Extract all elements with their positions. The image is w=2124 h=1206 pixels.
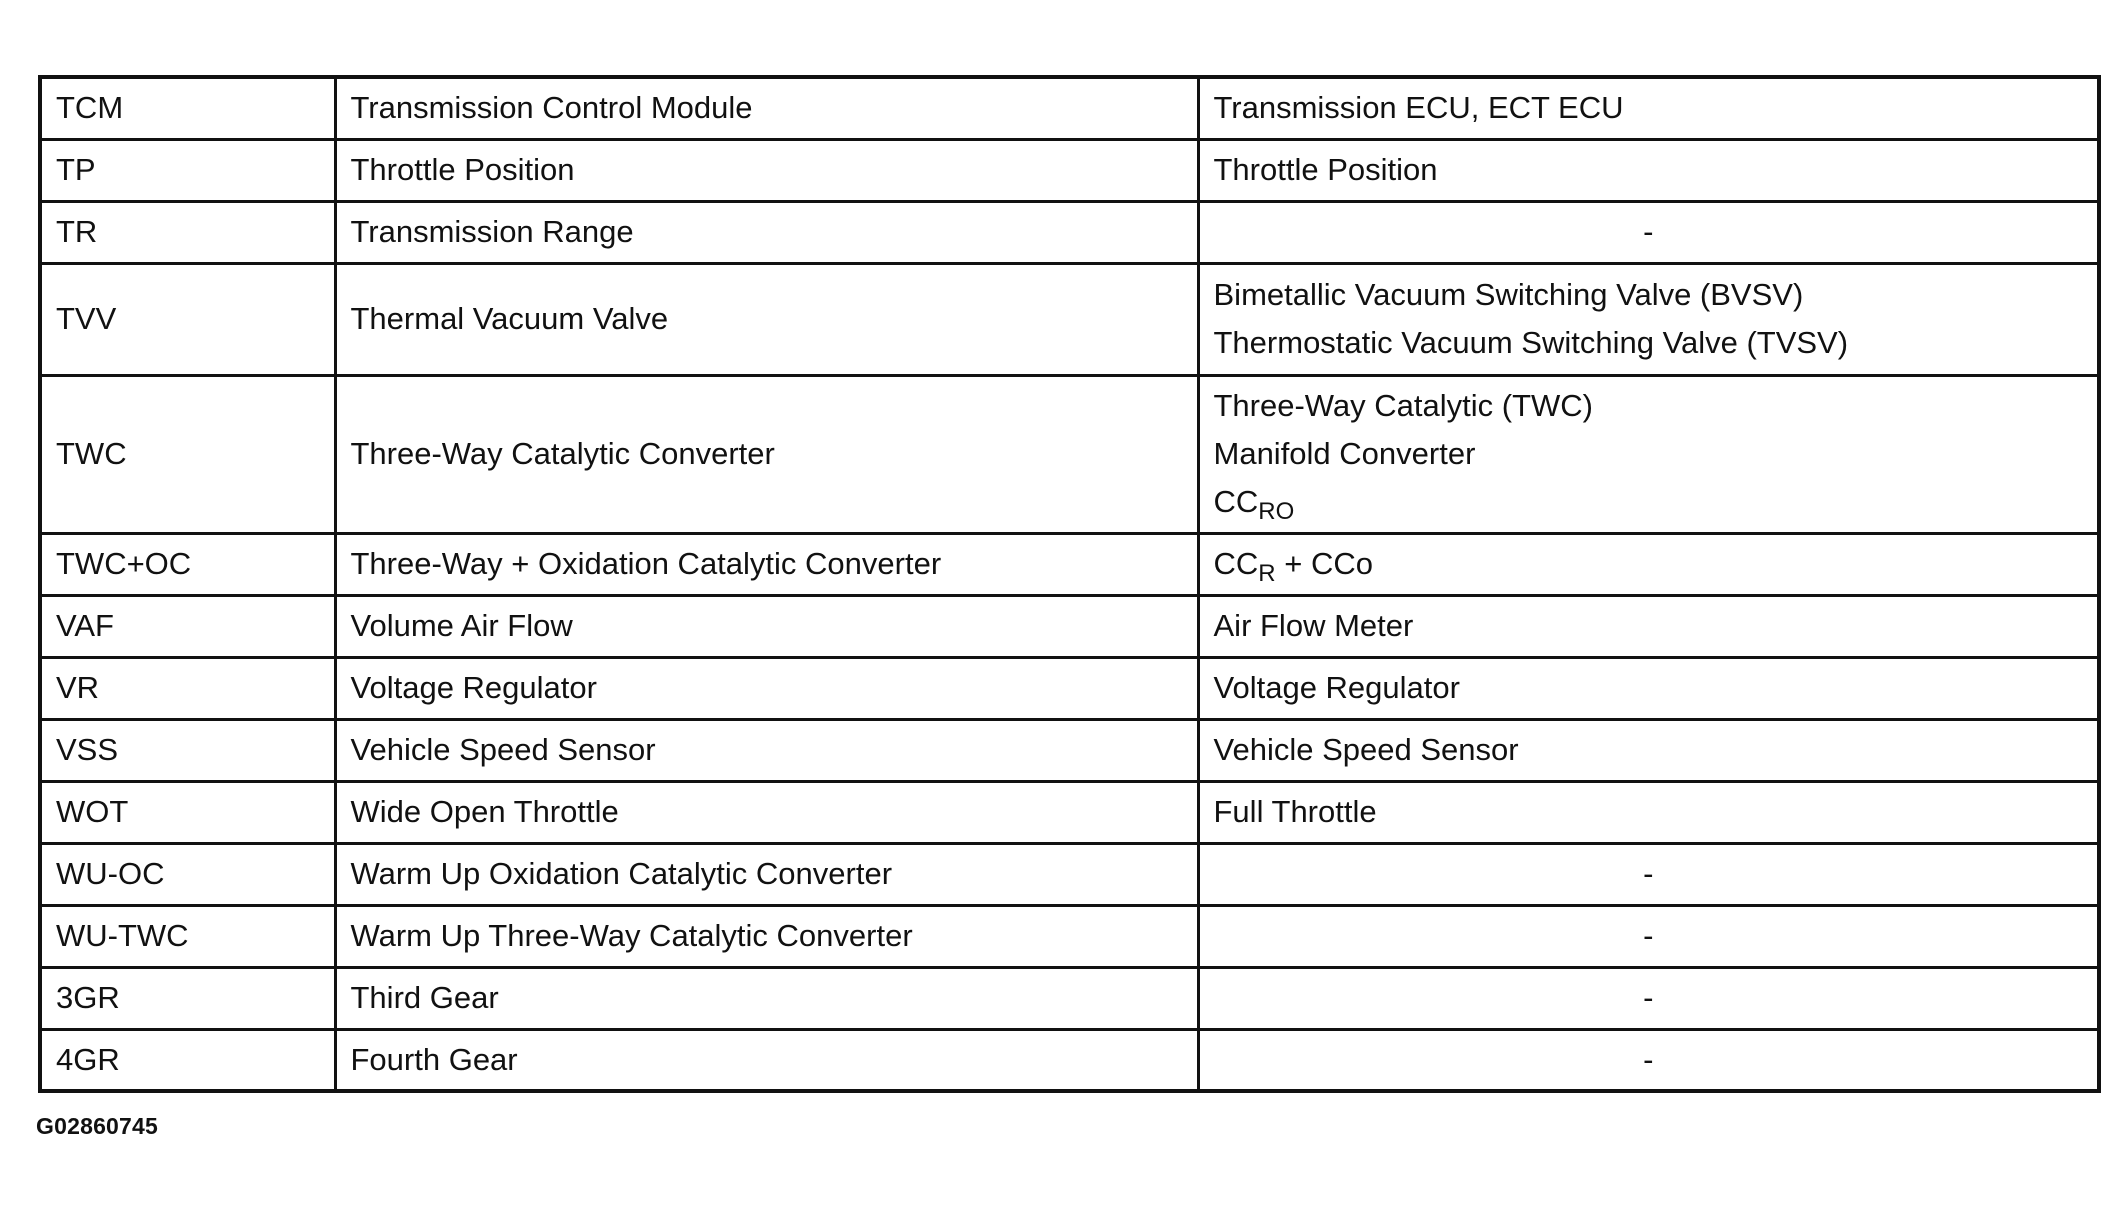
abbreviation-cell: 3GR	[40, 967, 335, 1029]
alternate-term-line: Three-Way Catalytic (TWC)	[1213, 388, 1593, 423]
alternate-term-cell: -	[1198, 905, 2099, 967]
table-row	[40, 905, 2099, 967]
abbreviation-cell: TP	[40, 139, 335, 201]
table-row	[40, 201, 2099, 263]
abbreviation-cell: WOT	[40, 781, 335, 843]
abbreviation-cell: TR	[40, 201, 335, 263]
abbreviation-cell: WU-OC	[40, 843, 335, 905]
table-row	[40, 77, 2099, 139]
alternate-term-line: Manifold Converter	[1213, 436, 1476, 471]
term-cell: Fourth Gear	[335, 1029, 1198, 1091]
abbreviation-cell: TCM	[40, 77, 335, 139]
term-cell: Third Gear	[335, 967, 1198, 1029]
ccr-subscript: R	[1258, 560, 1276, 587]
alternate-term-cell: Transmission ECU, ECT ECU	[1198, 77, 2099, 139]
abbreviation-cell: TWC	[40, 375, 335, 533]
abbreviation-cell: VAF	[40, 595, 335, 657]
abbreviation-cell: 4GR	[40, 1029, 335, 1091]
term-cell: Three-Way + Oxidation Catalytic Converter	[335, 533, 1198, 595]
table-row	[40, 967, 2099, 1029]
table-row	[40, 139, 2099, 201]
alternate-term-cell	[1198, 375, 2099, 533]
table-row	[40, 595, 2099, 657]
alternate-term-cell: Vehicle Speed Sensor	[1198, 719, 2099, 781]
table-row	[40, 719, 2099, 781]
alternate-term-cell: Voltage Regulator	[1198, 657, 2099, 719]
term-cell: Voltage Regulator	[335, 657, 1198, 719]
abbreviation-cell: VSS	[40, 719, 335, 781]
alternate-term-cell: -	[1198, 201, 2099, 263]
table-row	[40, 375, 2099, 533]
ccro-base: CC	[1213, 484, 1259, 519]
ccr-rest: + CCo	[1275, 546, 1373, 581]
abbreviation-table	[38, 75, 2101, 1093]
term-cell: Warm Up Three-Way Catalytic Converter	[335, 905, 1198, 967]
term-cell: Thermal Vacuum Valve	[335, 263, 1198, 375]
ccr-base: CC	[1213, 546, 1259, 581]
alternate-term-cell: Air Flow Meter	[1198, 595, 2099, 657]
alternate-term-cell: -	[1198, 843, 2099, 905]
table-row	[40, 1029, 2099, 1091]
alternate-term-cell: -	[1198, 967, 2099, 1029]
alternate-term-cell	[1198, 533, 2099, 595]
term-cell: Warm Up Oxidation Catalytic Converter	[335, 843, 1198, 905]
term-cell: Volume Air Flow	[335, 595, 1198, 657]
alternate-term-cell: Throttle Position	[1198, 139, 2099, 201]
table-row	[40, 781, 2099, 843]
term-cell: Transmission Range	[335, 201, 1198, 263]
term-cell: Transmission Control Module	[335, 77, 1198, 139]
term-cell: Throttle Position	[335, 139, 1198, 201]
alternate-term-line: Bimetallic Vacuum Switching Valve (BVSV)	[1213, 277, 1804, 312]
alternate-term-line: Thermostatic Vacuum Switching Valve (TVSV)	[1213, 325, 1849, 360]
abbreviation-cell: TWC+OC	[40, 533, 335, 595]
table-row	[40, 263, 2099, 375]
alternate-term-line	[1214, 478, 2084, 526]
table-row	[40, 843, 2099, 905]
alternate-term-cell: -	[1198, 1029, 2099, 1091]
abbreviation-cell: VR	[40, 657, 335, 719]
abbreviation-cell: WU-TWC	[40, 905, 335, 967]
term-cell: Vehicle Speed Sensor	[335, 719, 1198, 781]
ccro-subscript: RO	[1258, 498, 1295, 525]
alternate-term-cell	[1198, 263, 2099, 375]
alternate-term-cell: Full Throttle	[1198, 781, 2099, 843]
table-row	[40, 533, 2099, 595]
abbreviation-cell: TVV	[40, 263, 335, 375]
figure-id: G02860745	[36, 1113, 159, 1139]
term-cell: Three-Way Catalytic Converter	[335, 375, 1198, 533]
table-row	[40, 657, 2099, 719]
term-cell: Wide Open Throttle	[335, 781, 1198, 843]
